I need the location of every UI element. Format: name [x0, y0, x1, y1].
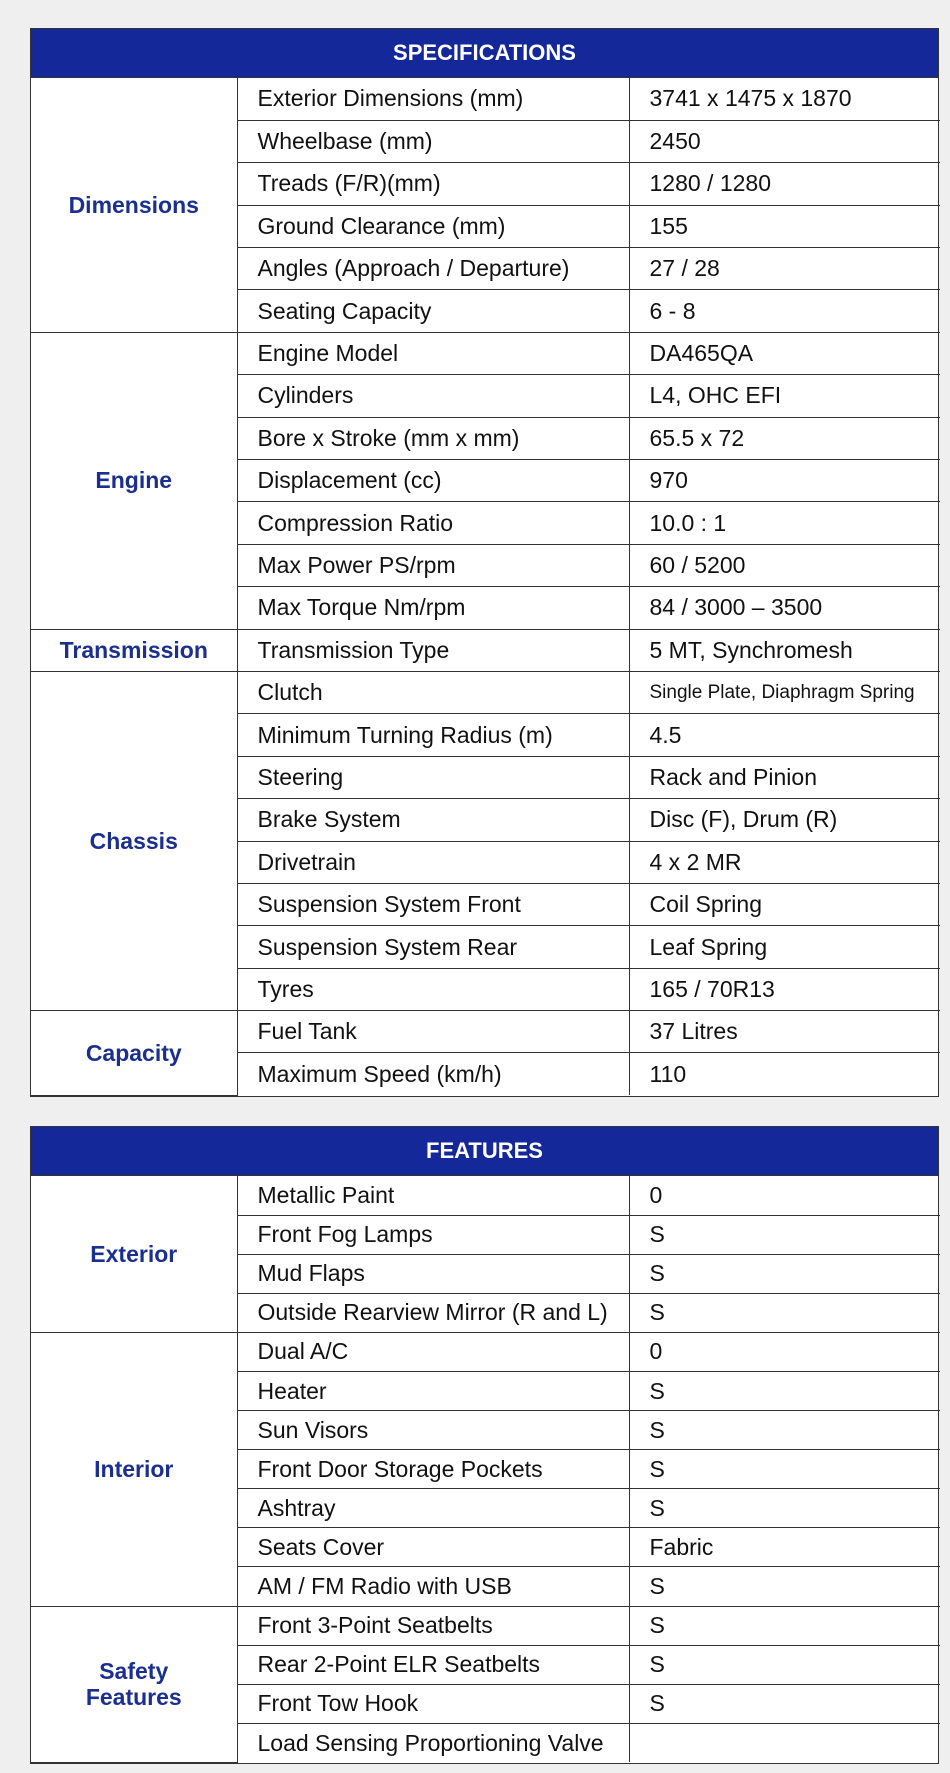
spec-value: L4, OHC EFI — [629, 375, 940, 417]
table-row — [31, 1176, 940, 1215]
spec-value: S — [629, 1254, 940, 1293]
spec-value: Coil Spring — [629, 883, 940, 925]
spec-label: Ashtray — [237, 1489, 629, 1528]
spec-value: 970 — [629, 460, 940, 502]
spec-value: Fabric — [629, 1528, 940, 1567]
spec-label: Bore x Stroke (mm x mm) — [237, 417, 629, 459]
spec-value: 4.5 — [629, 714, 940, 756]
spec-label: Front Fog Lamps — [237, 1215, 629, 1254]
spec-value: 0 — [629, 1176, 940, 1215]
spec-label: Front Door Storage Pockets — [237, 1450, 629, 1489]
spec-label: Compression Ratio — [237, 502, 629, 544]
spec-value: 84 / 3000 – 3500 — [629, 587, 940, 629]
spec-label: Exterior Dimensions (mm) — [237, 78, 629, 120]
spec-value — [629, 1723, 940, 1762]
spec-value: 4 x 2 MR — [629, 841, 940, 883]
table-row — [31, 671, 940, 713]
spec-value: 1280 / 1280 — [629, 163, 940, 205]
spec-label: Seats Cover — [237, 1528, 629, 1567]
spec-value: 10.0 : 1 — [629, 502, 940, 544]
spec-value: S — [629, 1684, 940, 1723]
spec-label: Brake System — [237, 799, 629, 841]
spec-label: Sun Visors — [237, 1411, 629, 1450]
spec-label: Suspension System Front — [237, 883, 629, 925]
table-row — [31, 78, 940, 120]
spec-value: 27 / 28 — [629, 248, 940, 290]
spec-value: S — [629, 1489, 940, 1528]
category-label: Exterior — [31, 1176, 237, 1332]
spec-value: S — [629, 1645, 940, 1684]
spec-label: AM / FM Radio with USB — [237, 1567, 629, 1606]
category-label: Safety Features — [31, 1606, 237, 1762]
table-row — [31, 629, 940, 671]
spec-value: 6 - 8 — [629, 290, 940, 332]
spec-value: 165 / 70R13 — [629, 968, 940, 1010]
category-label: Dimensions — [31, 78, 237, 332]
spec-label: Rear 2-Point ELR Seatbelts — [237, 1645, 629, 1684]
spec-value: S — [629, 1606, 940, 1645]
features-header: FEATURES — [31, 1127, 938, 1176]
spec-label: Seating Capacity — [237, 290, 629, 332]
spec-value: S — [629, 1371, 940, 1410]
specifications-body — [31, 78, 940, 1095]
spec-label: Cylinders — [237, 375, 629, 417]
spec-label: Front 3-Point Seatbelts — [237, 1606, 629, 1645]
spec-label: Outside Rearview Mirror (R and L) — [237, 1293, 629, 1332]
table-row — [31, 1011, 940, 1053]
specifications-header: SPECIFICATIONS — [31, 29, 938, 78]
spec-label: Mud Flaps — [237, 1254, 629, 1293]
spec-label: Treads (F/R)(mm) — [237, 163, 629, 205]
category-label: Engine — [31, 332, 237, 629]
spec-label: Fuel Tank — [237, 1011, 629, 1053]
spec-label: Steering — [237, 756, 629, 798]
features-table — [30, 1126, 939, 1764]
category-label: Interior — [31, 1332, 237, 1606]
spec-label: Max Torque Nm/rpm — [237, 587, 629, 629]
spec-label: Minimum Turning Radius (m) — [237, 714, 629, 756]
spec-value: DA465QA — [629, 332, 940, 374]
spec-label: Front Tow Hook — [237, 1684, 629, 1723]
table-row — [31, 332, 940, 374]
spec-label: Suspension System Rear — [237, 926, 629, 968]
spec-value: Single Plate, Diaphragm Spring — [629, 671, 940, 713]
spec-label: Ground Clearance (mm) — [237, 205, 629, 247]
spec-value: 65.5 x 72 — [629, 417, 940, 459]
spec-label: Heater — [237, 1371, 629, 1410]
spec-value: Leaf Spring — [629, 926, 940, 968]
spec-value: 60 / 5200 — [629, 544, 940, 586]
spec-label: Load Sensing Proportioning Valve — [237, 1723, 629, 1762]
spec-value: S — [629, 1293, 940, 1332]
spec-label: Transmission Type — [237, 629, 629, 671]
spec-value: 0 — [629, 1332, 940, 1371]
spec-label: Maximum Speed (km/h) — [237, 1053, 629, 1095]
spec-label: Tyres — [237, 968, 629, 1010]
spec-value: 110 — [629, 1053, 940, 1095]
spec-label: Drivetrain — [237, 841, 629, 883]
spec-value: 5 MT, Synchromesh — [629, 629, 940, 671]
spec-label: Metallic Paint — [237, 1176, 629, 1215]
table-row — [31, 1606, 940, 1645]
spec-value: 2450 — [629, 120, 940, 162]
spec-value: S — [629, 1215, 940, 1254]
spec-value: S — [629, 1450, 940, 1489]
category-label: Transmission — [31, 629, 237, 671]
spec-value: 37 Litres — [629, 1011, 940, 1053]
spec-value: Disc (F), Drum (R) — [629, 799, 940, 841]
table-row — [31, 1332, 940, 1371]
spec-label: Displacement (cc) — [237, 460, 629, 502]
spec-label: Dual A/C — [237, 1332, 629, 1371]
spec-value: 3741 x 1475 x 1870 — [629, 78, 940, 120]
spec-value: Rack and Pinion — [629, 756, 940, 798]
spec-value: S — [629, 1411, 940, 1450]
category-label: Chassis — [31, 671, 237, 1010]
category-label: Capacity — [31, 1011, 237, 1096]
spec-label: Clutch — [237, 671, 629, 713]
spec-label: Angles (Approach / Departure) — [237, 248, 629, 290]
spec-label: Engine Model — [237, 332, 629, 374]
spec-label: Max Power PS/rpm — [237, 544, 629, 586]
features-body — [31, 1176, 940, 1762]
spec-value: S — [629, 1567, 940, 1606]
spec-label: Wheelbase (mm) — [237, 120, 629, 162]
specifications-table — [30, 28, 939, 1097]
spec-value: 155 — [629, 205, 940, 247]
